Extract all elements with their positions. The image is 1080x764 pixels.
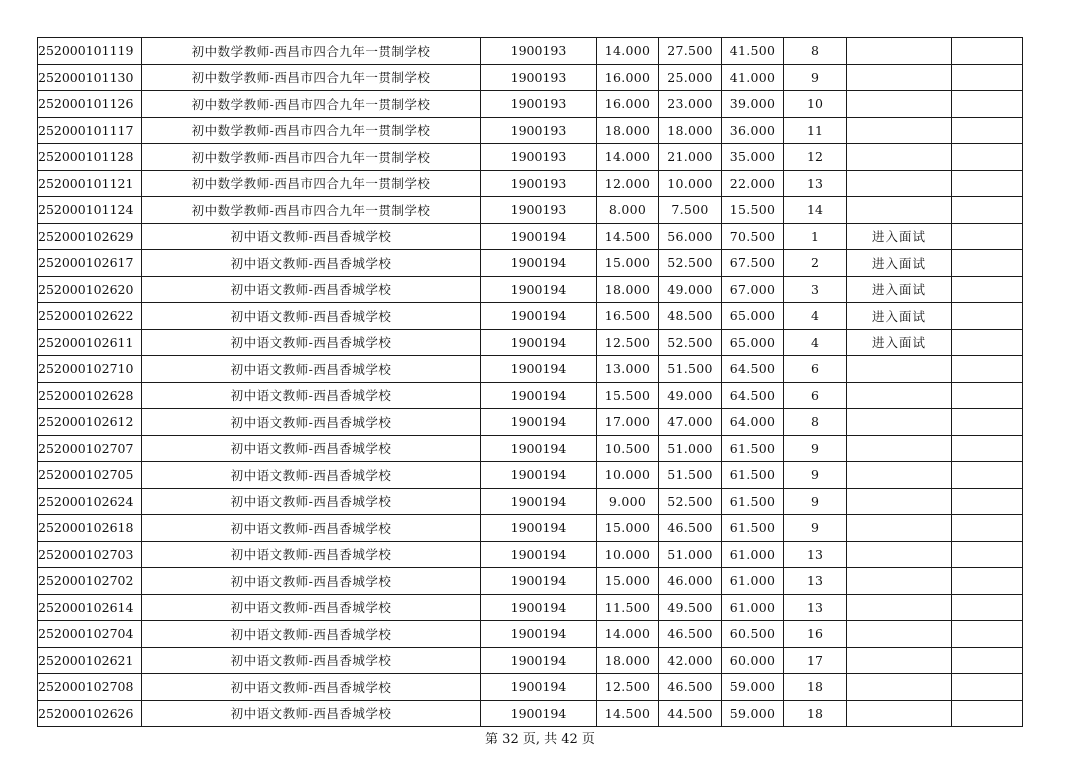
position-cell: 初中语文教师-西昌香城学校 — [142, 541, 481, 568]
position-cell: 初中语文教师-西昌香城学校 — [142, 435, 481, 462]
second-score-cell: 46.000 — [659, 568, 722, 595]
remark-cell — [847, 38, 952, 65]
empty-cell — [952, 38, 1023, 65]
rank-cell: 9 — [784, 462, 847, 489]
remark-cell — [847, 515, 952, 542]
empty-cell — [952, 621, 1023, 648]
total-score-cell: 41.000 — [722, 64, 784, 91]
empty-cell — [952, 356, 1023, 383]
remark-cell: 进入面试 — [847, 250, 952, 277]
remark-cell — [847, 568, 952, 595]
position-cell: 初中数学教师-西昌市四合九年一贯制学校 — [142, 117, 481, 144]
position-code-cell: 1900194 — [481, 276, 597, 303]
empty-cell — [952, 117, 1023, 144]
rank-cell: 16 — [784, 621, 847, 648]
results-table — [37, 37, 1023, 727]
empty-cell — [952, 647, 1023, 674]
second-score-cell: 51.000 — [659, 435, 722, 462]
candidate-id-cell: 252000102618 — [38, 515, 142, 542]
total-score-cell: 15.500 — [722, 197, 784, 224]
empty-cell — [952, 64, 1023, 91]
written-score-cell: 18.000 — [597, 647, 659, 674]
rank-cell: 8 — [784, 409, 847, 436]
written-score-cell: 10.000 — [597, 462, 659, 489]
second-score-cell: 47.000 — [659, 409, 722, 436]
second-score-cell: 23.000 — [659, 91, 722, 118]
position-code-cell: 1900194 — [481, 594, 597, 621]
written-score-cell: 10.500 — [597, 435, 659, 462]
position-code-cell: 1900194 — [481, 223, 597, 250]
second-score-cell: 56.000 — [659, 223, 722, 250]
position-cell: 初中语文教师-西昌香城学校 — [142, 223, 481, 250]
second-score-cell: 51.500 — [659, 356, 722, 383]
empty-cell — [952, 170, 1023, 197]
rank-cell: 1 — [784, 223, 847, 250]
position-cell: 初中数学教师-西昌市四合九年一贯制学校 — [142, 144, 481, 171]
position-code-cell: 1900193 — [481, 117, 597, 144]
empty-cell — [952, 568, 1023, 595]
position-cell: 初中语文教师-西昌香城学校 — [142, 700, 481, 727]
candidate-id-cell: 252000102614 — [38, 594, 142, 621]
remark-cell — [847, 356, 952, 383]
second-score-cell: 52.500 — [659, 250, 722, 277]
total-score-cell: 70.500 — [722, 223, 784, 250]
written-score-cell: 14.500 — [597, 223, 659, 250]
total-score-cell: 59.000 — [722, 674, 784, 701]
table-row — [38, 303, 1023, 330]
position-code-cell: 1900193 — [481, 144, 597, 171]
total-score-cell: 61.500 — [722, 462, 784, 489]
position-code-cell: 1900194 — [481, 674, 597, 701]
written-score-cell: 15.500 — [597, 382, 659, 409]
candidate-id-cell: 252000101126 — [38, 91, 142, 118]
written-score-cell: 10.000 — [597, 541, 659, 568]
written-score-cell: 15.000 — [597, 515, 659, 542]
table-row — [38, 329, 1023, 356]
position-cell: 初中语文教师-西昌香城学校 — [142, 647, 481, 674]
total-score-cell: 59.000 — [722, 700, 784, 727]
position-cell: 初中语文教师-西昌香城学校 — [142, 488, 481, 515]
total-score-cell: 61.000 — [722, 568, 784, 595]
candidate-id-cell: 252000102702 — [38, 568, 142, 595]
position-code-cell: 1900194 — [481, 647, 597, 674]
candidate-id-cell: 252000101128 — [38, 144, 142, 171]
position-cell: 初中语文教师-西昌香城学校 — [142, 594, 481, 621]
position-code-cell: 1900194 — [481, 541, 597, 568]
remark-cell — [847, 382, 952, 409]
second-score-cell: 51.000 — [659, 541, 722, 568]
candidate-id-cell: 252000101124 — [38, 197, 142, 224]
empty-cell — [952, 674, 1023, 701]
empty-cell — [952, 250, 1023, 277]
candidate-id-cell: 252000102617 — [38, 250, 142, 277]
second-score-cell: 42.000 — [659, 647, 722, 674]
table-row — [38, 117, 1023, 144]
second-score-cell: 46.500 — [659, 621, 722, 648]
empty-cell — [952, 541, 1023, 568]
position-cell: 初中数学教师-西昌市四合九年一贯制学校 — [142, 197, 481, 224]
second-score-cell: 10.000 — [659, 170, 722, 197]
written-score-cell: 16.000 — [597, 64, 659, 91]
table-row — [38, 647, 1023, 674]
table-row — [38, 382, 1023, 409]
second-score-cell: 52.500 — [659, 488, 722, 515]
candidate-id-cell: 252000102628 — [38, 382, 142, 409]
candidate-id-cell: 252000102707 — [38, 435, 142, 462]
table-row — [38, 64, 1023, 91]
second-score-cell: 51.500 — [659, 462, 722, 489]
written-score-cell: 12.500 — [597, 674, 659, 701]
position-cell: 初中数学教师-西昌市四合九年一贯制学校 — [142, 91, 481, 118]
position-cell: 初中数学教师-西昌市四合九年一贯制学校 — [142, 64, 481, 91]
candidate-id-cell: 252000102612 — [38, 409, 142, 436]
total-score-cell: 61.500 — [722, 488, 784, 515]
written-score-cell: 18.000 — [597, 117, 659, 144]
written-score-cell: 15.000 — [597, 250, 659, 277]
position-cell: 初中数学教师-西昌市四合九年一贯制学校 — [142, 38, 481, 65]
written-score-cell: 12.500 — [597, 329, 659, 356]
position-code-cell: 1900194 — [481, 329, 597, 356]
candidate-id-cell: 252000102611 — [38, 329, 142, 356]
table-row — [38, 250, 1023, 277]
candidate-id-cell: 252000101130 — [38, 64, 142, 91]
empty-cell — [952, 515, 1023, 542]
rank-cell: 13 — [784, 541, 847, 568]
table-row — [38, 409, 1023, 436]
second-score-cell: 46.500 — [659, 674, 722, 701]
table-row — [38, 621, 1023, 648]
remark-cell — [847, 541, 952, 568]
rank-cell: 6 — [784, 356, 847, 383]
total-score-cell: 39.000 — [722, 91, 784, 118]
second-score-cell: 7.500 — [659, 197, 722, 224]
position-code-cell: 1900194 — [481, 409, 597, 436]
position-code-cell: 1900194 — [481, 303, 597, 330]
position-cell: 初中语文教师-西昌香城学校 — [142, 515, 481, 542]
written-score-cell: 14.000 — [597, 621, 659, 648]
position-cell: 初中语文教师-西昌香城学校 — [142, 621, 481, 648]
position-code-cell: 1900194 — [481, 356, 597, 383]
position-cell: 初中语文教师-西昌香城学校 — [142, 568, 481, 595]
remark-cell — [847, 674, 952, 701]
written-score-cell: 14.500 — [597, 700, 659, 727]
rank-cell: 17 — [784, 647, 847, 674]
page-footer: 第 32 页, 共 42 页 — [485, 732, 595, 747]
written-score-cell: 9.000 — [597, 488, 659, 515]
remark-cell: 进入面试 — [847, 329, 952, 356]
empty-cell — [952, 488, 1023, 515]
remark-cell — [847, 647, 952, 674]
rank-cell: 13 — [784, 568, 847, 595]
written-score-cell: 14.000 — [597, 144, 659, 171]
empty-cell — [952, 197, 1023, 224]
table-row — [38, 91, 1023, 118]
total-score-cell: 22.000 — [722, 170, 784, 197]
rank-cell: 9 — [784, 435, 847, 462]
empty-cell — [952, 144, 1023, 171]
total-score-cell: 35.000 — [722, 144, 784, 171]
rank-cell: 9 — [784, 515, 847, 542]
position-cell: 初中语文教师-西昌香城学校 — [142, 674, 481, 701]
rank-cell: 14 — [784, 197, 847, 224]
candidate-id-cell: 252000102710 — [38, 356, 142, 383]
remark-cell: 进入面试 — [847, 276, 952, 303]
rank-cell: 11 — [784, 117, 847, 144]
table-row — [38, 515, 1023, 542]
total-score-cell: 60.000 — [722, 647, 784, 674]
position-code-cell: 1900193 — [481, 197, 597, 224]
rank-cell: 4 — [784, 303, 847, 330]
position-code-cell: 1900194 — [481, 700, 597, 727]
table-row — [38, 197, 1023, 224]
empty-cell — [952, 594, 1023, 621]
remark-cell — [847, 144, 952, 171]
remark-cell — [847, 435, 952, 462]
table-row — [38, 462, 1023, 489]
position-cell: 初中数学教师-西昌市四合九年一贯制学校 — [142, 170, 481, 197]
position-code-cell: 1900194 — [481, 462, 597, 489]
remark-cell — [847, 488, 952, 515]
written-score-cell: 15.000 — [597, 568, 659, 595]
position-code-cell: 1900193 — [481, 38, 597, 65]
position-code-cell: 1900194 — [481, 515, 597, 542]
position-code-cell: 1900193 — [481, 170, 597, 197]
position-code-cell: 1900193 — [481, 91, 597, 118]
candidate-id-cell: 252000102705 — [38, 462, 142, 489]
total-score-cell: 61.000 — [722, 541, 784, 568]
remark-cell — [847, 91, 952, 118]
total-score-cell: 64.000 — [722, 409, 784, 436]
empty-cell — [952, 223, 1023, 250]
written-score-cell: 16.000 — [597, 91, 659, 118]
table-row — [38, 700, 1023, 727]
empty-cell — [952, 382, 1023, 409]
written-score-cell: 14.000 — [597, 38, 659, 65]
position-code-cell: 1900194 — [481, 250, 597, 277]
table-row — [38, 276, 1023, 303]
second-score-cell: 49.000 — [659, 276, 722, 303]
rank-cell: 3 — [784, 276, 847, 303]
candidate-id-cell: 252000102703 — [38, 541, 142, 568]
written-score-cell: 16.500 — [597, 303, 659, 330]
total-score-cell: 36.000 — [722, 117, 784, 144]
position-cell: 初中语文教师-西昌香城学校 — [142, 356, 481, 383]
second-score-cell: 46.500 — [659, 515, 722, 542]
second-score-cell: 52.500 — [659, 329, 722, 356]
total-score-cell: 64.500 — [722, 382, 784, 409]
empty-cell — [952, 700, 1023, 727]
table-row — [38, 674, 1023, 701]
second-score-cell: 44.500 — [659, 700, 722, 727]
empty-cell — [952, 276, 1023, 303]
candidate-id-cell: 252000101117 — [38, 117, 142, 144]
candidate-id-cell: 252000102629 — [38, 223, 142, 250]
remark-cell — [847, 700, 952, 727]
second-score-cell: 18.000 — [659, 117, 722, 144]
second-score-cell: 21.000 — [659, 144, 722, 171]
total-score-cell: 67.000 — [722, 276, 784, 303]
candidate-id-cell: 252000102621 — [38, 647, 142, 674]
remark-cell: 进入面试 — [847, 223, 952, 250]
written-score-cell: 8.000 — [597, 197, 659, 224]
candidate-id-cell: 252000102704 — [38, 621, 142, 648]
table-row — [38, 38, 1023, 65]
total-score-cell: 61.000 — [722, 594, 784, 621]
position-cell: 初中语文教师-西昌香城学校 — [142, 409, 481, 436]
written-score-cell: 13.000 — [597, 356, 659, 383]
total-score-cell: 61.500 — [722, 435, 784, 462]
second-score-cell: 25.000 — [659, 64, 722, 91]
candidate-id-cell: 252000101119 — [38, 38, 142, 65]
position-cell: 初中语文教师-西昌香城学校 — [142, 250, 481, 277]
rank-cell: 6 — [784, 382, 847, 409]
remark-cell — [847, 64, 952, 91]
rank-cell: 13 — [784, 594, 847, 621]
table-body — [38, 38, 1023, 727]
rank-cell: 18 — [784, 700, 847, 727]
position-cell: 初中语文教师-西昌香城学校 — [142, 303, 481, 330]
position-code-cell: 1900194 — [481, 621, 597, 648]
empty-cell — [952, 303, 1023, 330]
written-score-cell: 17.000 — [597, 409, 659, 436]
empty-cell — [952, 462, 1023, 489]
rank-cell: 13 — [784, 170, 847, 197]
remark-cell — [847, 462, 952, 489]
position-cell: 初中语文教师-西昌香城学校 — [142, 329, 481, 356]
candidate-id-cell: 252000102626 — [38, 700, 142, 727]
table-row — [38, 356, 1023, 383]
table-row — [38, 488, 1023, 515]
rank-cell: 8 — [784, 38, 847, 65]
position-code-cell: 1900194 — [481, 568, 597, 595]
table-row — [38, 170, 1023, 197]
rank-cell: 4 — [784, 329, 847, 356]
written-score-cell: 18.000 — [597, 276, 659, 303]
position-code-cell: 1900194 — [481, 435, 597, 462]
remark-cell: 进入面试 — [847, 303, 952, 330]
second-score-cell: 49.000 — [659, 382, 722, 409]
table-row — [38, 223, 1023, 250]
position-code-cell: 1900194 — [481, 382, 597, 409]
empty-cell — [952, 329, 1023, 356]
rank-cell: 12 — [784, 144, 847, 171]
position-code-cell: 1900194 — [481, 488, 597, 515]
position-cell: 初中语文教师-西昌香城学校 — [142, 276, 481, 303]
total-score-cell: 60.500 — [722, 621, 784, 648]
table-row — [38, 435, 1023, 462]
second-score-cell: 48.500 — [659, 303, 722, 330]
position-code-cell: 1900193 — [481, 64, 597, 91]
remark-cell — [847, 117, 952, 144]
rank-cell: 9 — [784, 488, 847, 515]
table-row — [38, 594, 1023, 621]
empty-cell — [952, 91, 1023, 118]
candidate-id-cell: 252000102708 — [38, 674, 142, 701]
rank-cell: 18 — [784, 674, 847, 701]
remark-cell — [847, 197, 952, 224]
total-score-cell: 67.500 — [722, 250, 784, 277]
second-score-cell: 27.500 — [659, 38, 722, 65]
remark-cell — [847, 409, 952, 436]
candidate-id-cell: 252000102622 — [38, 303, 142, 330]
table-row — [38, 568, 1023, 595]
empty-cell — [952, 435, 1023, 462]
rank-cell: 10 — [784, 91, 847, 118]
total-score-cell: 41.500 — [722, 38, 784, 65]
candidate-id-cell: 252000102620 — [38, 276, 142, 303]
second-score-cell: 49.500 — [659, 594, 722, 621]
rank-cell: 9 — [784, 64, 847, 91]
candidate-id-cell: 252000101121 — [38, 170, 142, 197]
total-score-cell: 65.000 — [722, 329, 784, 356]
table-row — [38, 541, 1023, 568]
written-score-cell: 11.500 — [597, 594, 659, 621]
remark-cell — [847, 594, 952, 621]
total-score-cell: 61.500 — [722, 515, 784, 542]
candidate-id-cell: 252000102624 — [38, 488, 142, 515]
total-score-cell: 65.000 — [722, 303, 784, 330]
total-score-cell: 64.500 — [722, 356, 784, 383]
position-cell: 初中语文教师-西昌香城学校 — [142, 382, 481, 409]
written-score-cell: 12.000 — [597, 170, 659, 197]
rank-cell: 2 — [784, 250, 847, 277]
remark-cell — [847, 170, 952, 197]
table-row — [38, 144, 1023, 171]
position-cell: 初中语文教师-西昌香城学校 — [142, 462, 481, 489]
remark-cell — [847, 621, 952, 648]
empty-cell — [952, 409, 1023, 436]
